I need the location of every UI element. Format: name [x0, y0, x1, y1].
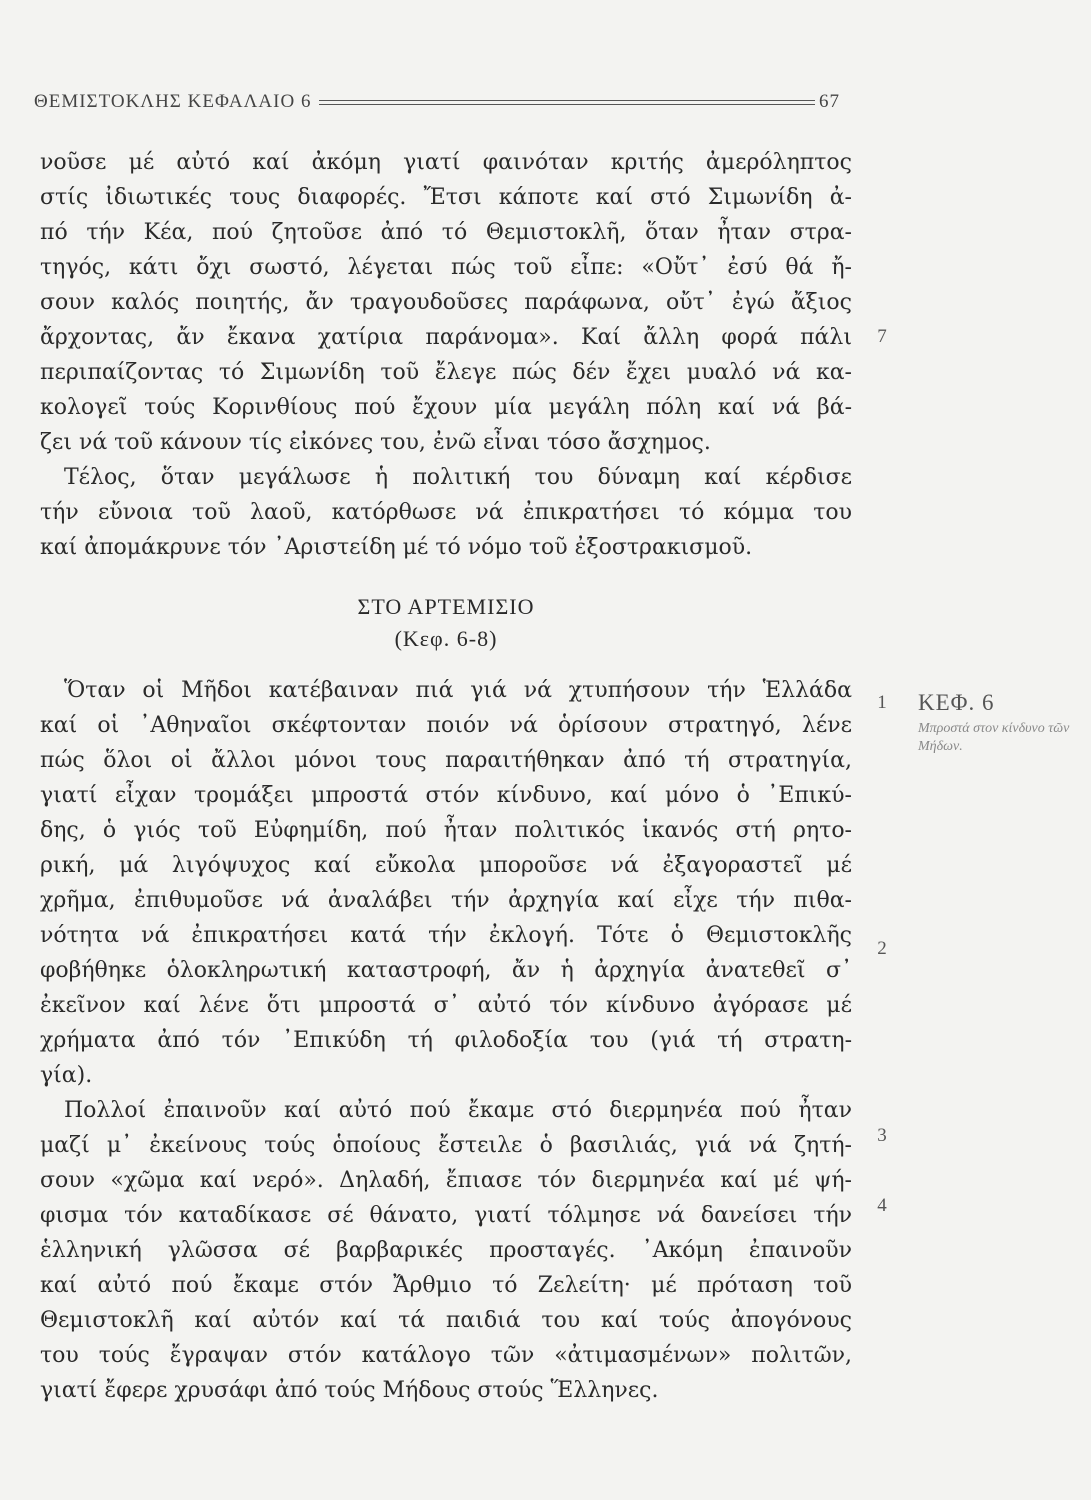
text-line: φισμα τόν καταδίκασε σέ θάνατο, γιατί τόλμησε νά δανείσει τήν: [40, 1203, 852, 1228]
page-number: 67: [819, 91, 840, 112]
text-line: περιπαίζοντας τό Σιμωνίδη τοῦ ἔλεγε πώς δέν ἔχει μυαλό νά κα-: [40, 360, 852, 385]
header-title: ΘΕΜΙΣΤΟΚΛΗΣ ΚΕΦΑΛΑΙΟ 6: [34, 91, 312, 112]
text-line: ζει νά τοῦ κάνουν τίς εἰκόνες του, ἐνῶ εἶναι τόσο ἄσχημος.: [40, 430, 711, 455]
margin-number: 2: [877, 938, 887, 959]
text-line: νοῦσε μέ αὐτό καί ἀκόμη γιατί φαινόταν κριτής ἀμερόληπτος: [40, 150, 852, 175]
paragraph-1: [40, 145, 852, 460]
margin-number: 3: [877, 1125, 887, 1146]
text-line: τήν εὔνοια τοῦ λαοῦ, κατόρθωσε νά ἐπικρατήσει τό κόμμα του: [40, 500, 852, 525]
text-line: τηγός, κάτι ὄχι σωστό, λέγεται πώς τοῦ εἶπε: «Οὔτ᾽ ἐσύ θά ἤ-: [40, 255, 852, 280]
section-title: ΣΤΟ ΑΡΤΕΜΙΣΙΟ: [357, 594, 535, 619]
text-line: Ὅταν οἱ Μῆδοι κατέβαιναν πιά γιά νά χτυπήσουν τήν Ἑλλάδα: [64, 678, 852, 703]
text-line: στίς ἰδιωτικές τους διαφορές. Ἔτσι κάποτε καί στό Σιμωνίδη ἀ-: [40, 185, 852, 210]
text-line: πό τήν Κέα, πού ζητοῦσε ἀπό τό Θεμιστοκλῆ, ὅταν ἦταν στρα-: [40, 220, 852, 245]
margin-number: 1: [877, 692, 887, 713]
text-line: Θεμιστοκλῆ καί αὐτόν καί τά παιδιά του καί τούς ἀπογόνους: [40, 1308, 852, 1333]
text-line: γία).: [40, 1063, 93, 1088]
text-line: χρῆμα, ἐπιθυμοῦσε νά ἀναλάβει τήν ἀρχηγία καί εἶχε τήν πιθα-: [40, 888, 852, 913]
text-line: σουν «χῶμα καί νερό». Δηλαδή, ἔπιασε τόν διερμηνέα καί μέ ψή-: [40, 1168, 852, 1193]
text-line: γιατί εἶχαν τρομάξει μπροστά στόν κίνδυνο, καί μόνο ὁ ᾽Επικύ-: [40, 783, 852, 808]
text-line: καί αὐτό πού ἔκαμε στόν Ἄρθμιο τό Ζελείτη· μέ πρόταση τοῦ: [40, 1273, 852, 1298]
header-rule: [319, 100, 815, 105]
text-line: Τέλος, ὅταν μεγάλωσε ἡ πολιτική του δύναμη καί κέρδισε: [64, 465, 852, 490]
text-line: ἄρχοντας, ἄν ἔκανα χατίρια παράνομα». Καί ἄλλη φορά πάλι: [40, 325, 852, 350]
text-line: Πολλοί ἐπαινοῦν καί αὐτό πού ἔκαμε στό διερμηνέα πού ἦταν: [64, 1098, 852, 1123]
paragraph-4: [40, 1093, 852, 1408]
text-line: πώς ὅλοι οἱ ἄλλοι μόνοι τους παραιτήθηκαν ἀπό τή στρατηγία,: [40, 748, 852, 773]
text-line: μαζί μ᾽ ἐκείνους τούς ὁποίους ἔστειλε ὁ βασιλιάς, γιά νά ζητή-: [40, 1133, 852, 1158]
paragraph-2: [40, 460, 852, 565]
running-header: [34, 88, 840, 116]
text-line: ἑλληνική γλῶσσα σέ βαρβαρικές προσταγές. ᾽Ακόμη ἐπαινοῦν: [40, 1238, 852, 1263]
text-line: φοβήθηκε ὁλοκληρωτική καταστροφή, ἄν ἡ ἀρχηγία ἀνατεθεῖ σ᾽: [40, 958, 852, 983]
text-line: καί ἀπομάκρυνε τόν ᾽Αριστείδη μέ τό νόμο τοῦ ἐξοστρακισμοῦ.: [40, 535, 753, 560]
text-line: δης, ὁ γιός τοῦ Εὐφημίδη, πού ἦταν πολιτικός ἱκανός στή ρητο-: [40, 818, 852, 843]
side-note: [918, 690, 1078, 756]
paragraph-3: [40, 673, 852, 1093]
main-text: [40, 145, 852, 1408]
text-line: νότητα νά ἐπικρατήσει κατά τήν ἐκλογή. Τότε ὁ Θεμιστοκλῆς: [40, 923, 852, 948]
text-line: ἐκεῖνον καί λένε ὅτι μπροστά σ᾽ αὐτό τόν κίνδυνο ἀγόρασε μέ: [40, 993, 852, 1018]
margin-number: 7: [877, 326, 887, 347]
side-note-text: Μπροστά στον κίνδυνο τῶν Μήδων.: [918, 721, 1070, 754]
margin-number: 4: [877, 1195, 887, 1216]
section-subtitle: (Κεφ. 6-8): [394, 626, 498, 651]
side-chapter: ΚΕΦ. 6: [918, 690, 995, 715]
text-line: σουν καλός ποιητής, ἄν τραγουδοῦσες παράφωνα, οὔτ᾽ ἐγώ ἄξιος: [40, 290, 852, 315]
text-line: καί οἱ ᾽Αθηναῖοι σκέφτονταν ποιόν νά ὁρίσουν στρατηγό, λένε: [40, 713, 852, 738]
text-line: κολογεῖ τούς Κορινθίους πού ἔχουν μία μεγάλη πόλη καί νά βά-: [40, 395, 852, 420]
text-line: ρική, μά λιγόψυχος καί εὔκολα μποροῦσε νά ἐξαγοραστεῖ μέ: [40, 853, 852, 878]
text-line: του τούς ἔγραψαν στόν κατάλογο τῶν «ἀτιμασμένων» πολιτῶν,: [40, 1343, 852, 1368]
text-line: γιατί ἔφερε χρυσάφι ἀπό τούς Μήδους στούς Ἕλληνες.: [40, 1378, 659, 1403]
text-line: χρήματα ἀπό τόν ᾽Επικύδη τή φιλοδοξία του (γιά τή στρατη-: [40, 1028, 852, 1053]
